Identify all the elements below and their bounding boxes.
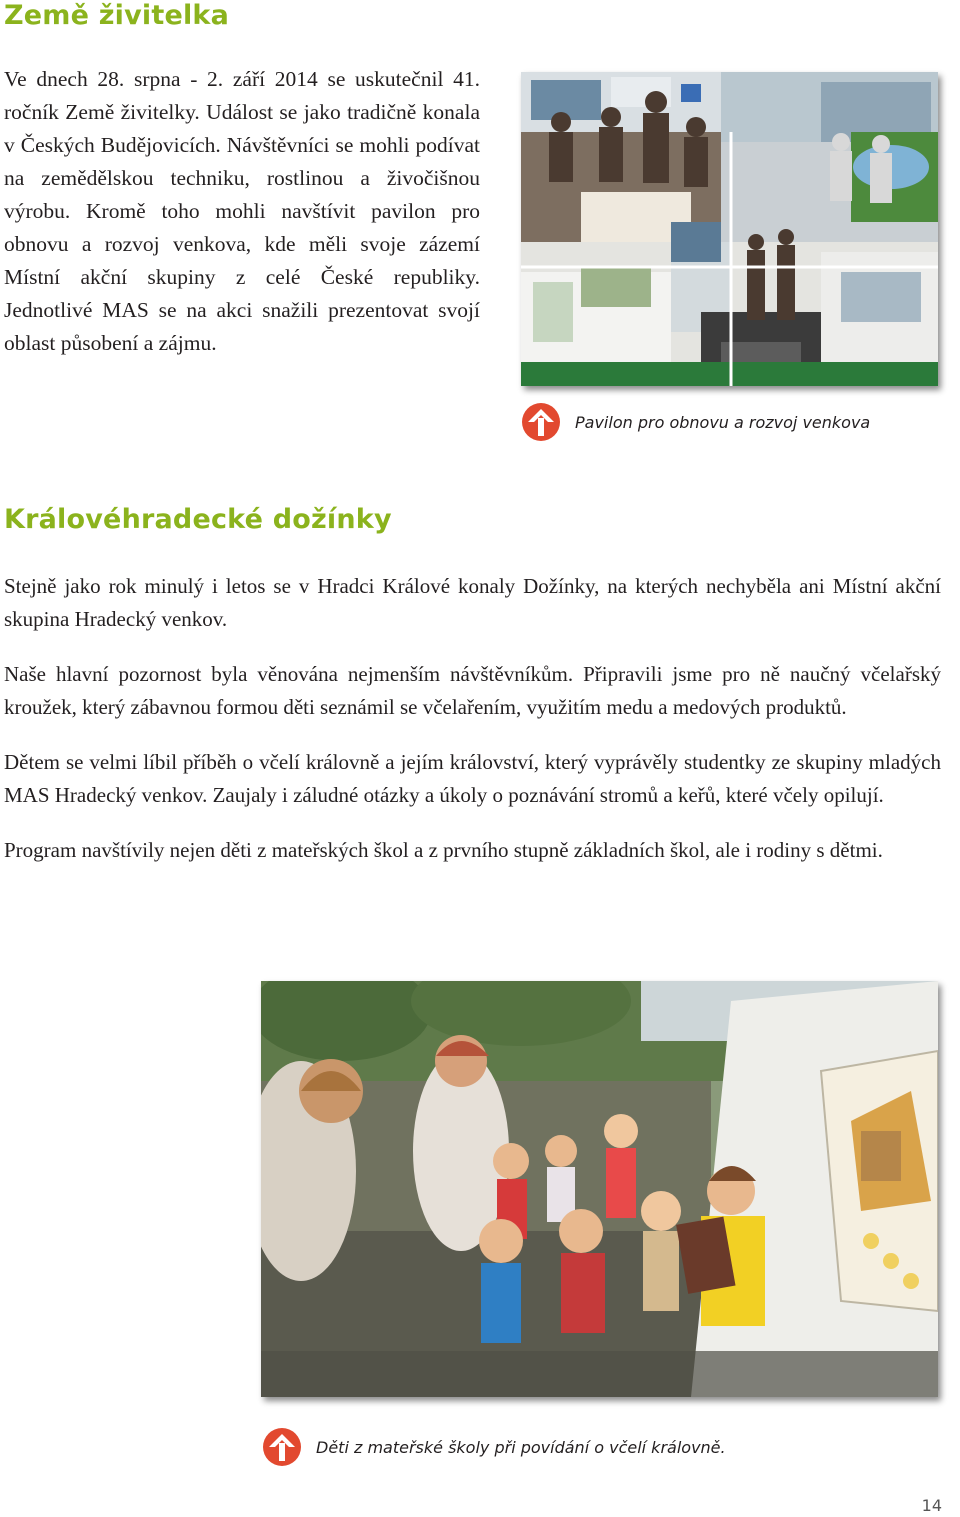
dozinky-paragraph-4: Program navštívily nejen děti z mateřských škol a z prvního stupně základních škol, ale i rodiny s dětmi. [4, 838, 883, 862]
pavilion-caption [521, 402, 870, 442]
section-title-kralovehradecke-dozinky: Královéhradecké dožínky [4, 504, 392, 535]
children-caption [262, 1427, 726, 1467]
children-photo-image [261, 981, 938, 1397]
children-photo [261, 981, 938, 1397]
page-number: 14 [921, 1496, 942, 1515]
pavilion-photo-image [521, 72, 938, 386]
dozinky-paragraph-2: Naše hlavní pozornost byla věnována nejmenším návštěvníkům. Připravili jsme pro ně naučný včelařský kroužek, který zábavnou formou děti seznámil se včelařením, využitím medu a medových produktů. [4, 662, 941, 719]
dozinky-body [4, 570, 941, 889]
intro-paragraph: Ve dnech 28. srpna - 2. září 2014 se uskutečnil 41. ročník Země živitelky. Událost se jako tradičně konala v Českých Budějovicích. Návštěvníci se mohli podívat na zemědělskou techniku, rostlinou a živočišnou výrobu. Kromě toho mohli navštívit pavilon pro obnovu a rozvoj venkova, kde měli svoje zázemí Místní akční skupiny z celé České republiky. Jednotlivé MAS se na akci snažili prezentovat svojí oblast působení a zájmu. [4, 67, 480, 355]
section-title-zeme-zivitelka: Země živitelka [4, 0, 230, 31]
arrow-up-circle-icon [262, 1427, 302, 1467]
arrow-up-circle-icon [521, 402, 561, 442]
dozinky-paragraph-1: Stejně jako rok minulý i letos se v Hradci Králové konaly Dožínky, na kterých nechyběla ani Místní akční skupina Hradecký venkov. [4, 574, 941, 631]
pavilion-photo [521, 72, 938, 386]
children-caption-text: Děti z mateřské školy při povídání o včelí královně. [316, 1437, 726, 1457]
pavilion-caption-text: Pavilon pro obnovu a rozvoj venkova [575, 412, 871, 432]
dozinky-paragraph-3: Dětem se velmi líbil příběh o včelí královně a jejím království, který vyprávěly studentky ze skupiny mladých MAS Hradecký venkov. Zaujaly i záludné otázky a úkoly o poznávání stromů a keřů, které včely opilují. [4, 750, 941, 807]
